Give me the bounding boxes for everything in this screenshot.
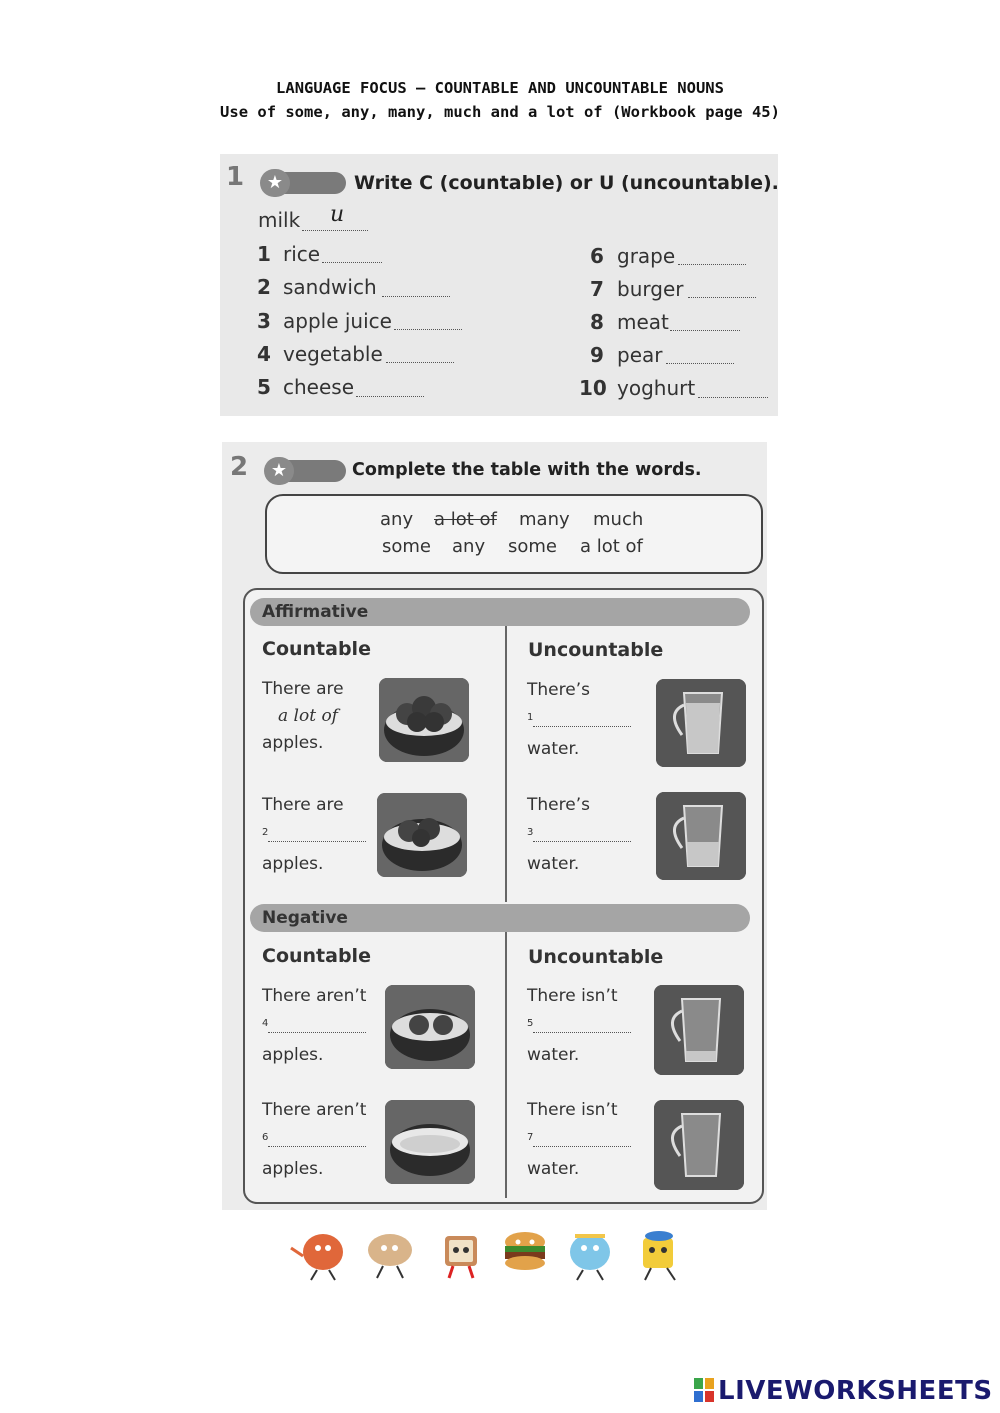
column-divider (505, 626, 507, 902)
blank-number: 3 (527, 827, 534, 838)
uncountable-heading: Uncountable (528, 639, 664, 661)
cell-prefix: There aren’t (262, 1100, 367, 1120)
exercise-1-number: 1 (226, 162, 245, 192)
item-word: cheese (283, 375, 355, 399)
cell-suffix: apples. (262, 733, 324, 753)
table-cell-affirmative-countable-2 (262, 792, 366, 878)
answer-field-6[interactable] (678, 264, 746, 265)
item-word: burger (617, 277, 684, 301)
item-number: 7 (590, 277, 604, 301)
item-number: 4 (257, 342, 271, 366)
bowl-some-apples-image (377, 793, 467, 877)
empty-jug-image (654, 1100, 744, 1190)
example-answer: a lot of (278, 706, 338, 726)
uncountable-heading: Uncountable (528, 946, 664, 968)
exercise-2-number: 2 (230, 452, 249, 482)
cell-prefix: There’s (527, 680, 590, 700)
blank-number: 4 (262, 1018, 269, 1029)
word-option: some (382, 536, 431, 557)
answer-field-3[interactable] (394, 329, 462, 330)
blank-number: 6 (262, 1132, 269, 1143)
liveworksheets-logo-icon (694, 1378, 714, 1402)
example-answer: u (330, 202, 345, 227)
affirmative-label: Affirmative (262, 602, 369, 622)
item-word: rice (283, 242, 321, 266)
meat-mascot-icon (291, 1234, 343, 1280)
word-option: many (519, 509, 570, 530)
item-number: 10 (579, 376, 607, 400)
item-word: sandwich (283, 275, 377, 299)
cell-suffix: apples. (262, 1044, 324, 1065)
item-number: 3 (257, 309, 271, 333)
cell-prefix: There’s (527, 795, 590, 815)
milk-mascot-icon (570, 1234, 610, 1280)
cell-suffix: water. (527, 1044, 580, 1065)
exercise-2-instruction: Complete the table with the words. (352, 460, 702, 480)
word-option: much (593, 509, 644, 530)
answer-field-5[interactable] (533, 1022, 631, 1033)
example-word: milk (258, 208, 301, 232)
word-option: a lot of (580, 536, 643, 557)
answer-field-2[interactable] (268, 831, 366, 842)
item-number: 6 (590, 244, 604, 268)
cell-prefix: There are (262, 679, 344, 699)
sandwich-mascot-icon (445, 1236, 477, 1278)
answer-field-6[interactable] (268, 1136, 366, 1147)
countable-heading: Countable (262, 638, 371, 660)
star-icon: ★ (260, 169, 290, 197)
item-number: 5 (257, 375, 271, 399)
cell-prefix: There aren’t (262, 986, 367, 1006)
blank-number: 7 (527, 1132, 534, 1143)
word-option: any (380, 509, 414, 530)
bowl-full-apples-image (379, 678, 469, 762)
blank-number: 1 (527, 712, 534, 723)
item-word: vegetable (283, 342, 383, 366)
word-option: some (508, 536, 557, 557)
worksheet-title: LANGUAGE FOCUS – COUNTABLE AND UNCOUNTABLE NOUNS (276, 79, 724, 97)
exercise-1-instruction: Write C (countable) or U (uncountable). (354, 172, 779, 194)
item-word: grape (617, 244, 676, 268)
answer-field-8[interactable] (670, 330, 740, 331)
jug-full-water-image (656, 679, 746, 767)
item-number: 8 (590, 310, 604, 334)
item-word: yoghurt (617, 376, 696, 400)
cell-suffix: apples. (262, 853, 324, 874)
countable-heading: Countable (262, 945, 371, 967)
cell-suffix: water. (527, 853, 580, 874)
example-answer-line (302, 230, 368, 231)
table-cell-affirmative-uncountable-2 (527, 792, 631, 878)
cell-prefix: There are (262, 795, 344, 815)
cheese-mascot-icon (643, 1231, 675, 1280)
jug-some-water-image (656, 792, 746, 880)
item-word: pear (617, 343, 663, 367)
answer-field-5[interactable] (356, 396, 424, 397)
item-word: meat (617, 310, 669, 334)
table-cell-negative-uncountable-1 (527, 983, 631, 1069)
answer-field-3[interactable] (533, 831, 631, 842)
empty-bowl-image (385, 1100, 475, 1184)
table-cell-negative-uncountable-2 (527, 1097, 631, 1183)
answer-field-10[interactable] (698, 397, 768, 398)
negative-label: Negative (262, 908, 348, 928)
liveworksheets-brand[interactable]: LIVEWORKSHEETS (718, 1376, 993, 1406)
answer-field-9[interactable] (666, 363, 734, 364)
item-number: 1 (257, 242, 271, 266)
answer-field-4[interactable] (386, 362, 454, 363)
item-number: 9 (590, 343, 604, 367)
star-icon: ★ (264, 457, 294, 485)
word-option: any (452, 536, 486, 557)
bread-mascot-icon (368, 1234, 412, 1278)
item-number: 2 (257, 275, 271, 299)
cell-prefix: There isn’t (527, 986, 618, 1006)
answer-field-7[interactable] (533, 1136, 631, 1147)
blank-number: 5 (527, 1018, 534, 1029)
cell-prefix: There isn’t (527, 1100, 618, 1120)
food-mascots-illustration (285, 1226, 715, 1281)
table-cell-affirmative-countable-1 (262, 676, 344, 757)
blank-number: 2 (262, 827, 269, 838)
answer-field-1[interactable] (533, 716, 631, 727)
word-option-used: a lot of (434, 509, 497, 530)
bowl-two-apples-image (385, 985, 475, 1069)
table-cell-negative-countable-2 (262, 1097, 366, 1183)
item-word: apple juice (283, 309, 392, 333)
answer-field-7[interactable] (688, 297, 756, 298)
answer-field-1[interactable] (322, 262, 382, 263)
table-cell-negative-countable-1 (262, 983, 366, 1069)
word-box (265, 494, 763, 574)
jug-little-water-image (654, 985, 744, 1075)
burger-mascot-icon (505, 1232, 545, 1270)
table-cell-affirmative-uncountable-1 (527, 677, 631, 763)
worksheet-subtitle: Use of some, any, many, much and a lot of (Workbook page 45) (220, 103, 780, 121)
cell-suffix: apples. (262, 1158, 324, 1179)
worksheet-header (0, 76, 1000, 124)
answer-field-2[interactable] (382, 296, 450, 297)
cell-suffix: water. (527, 1158, 580, 1179)
column-divider (505, 932, 507, 1198)
answer-field-4[interactable] (268, 1022, 366, 1033)
cell-suffix: water. (527, 738, 580, 759)
